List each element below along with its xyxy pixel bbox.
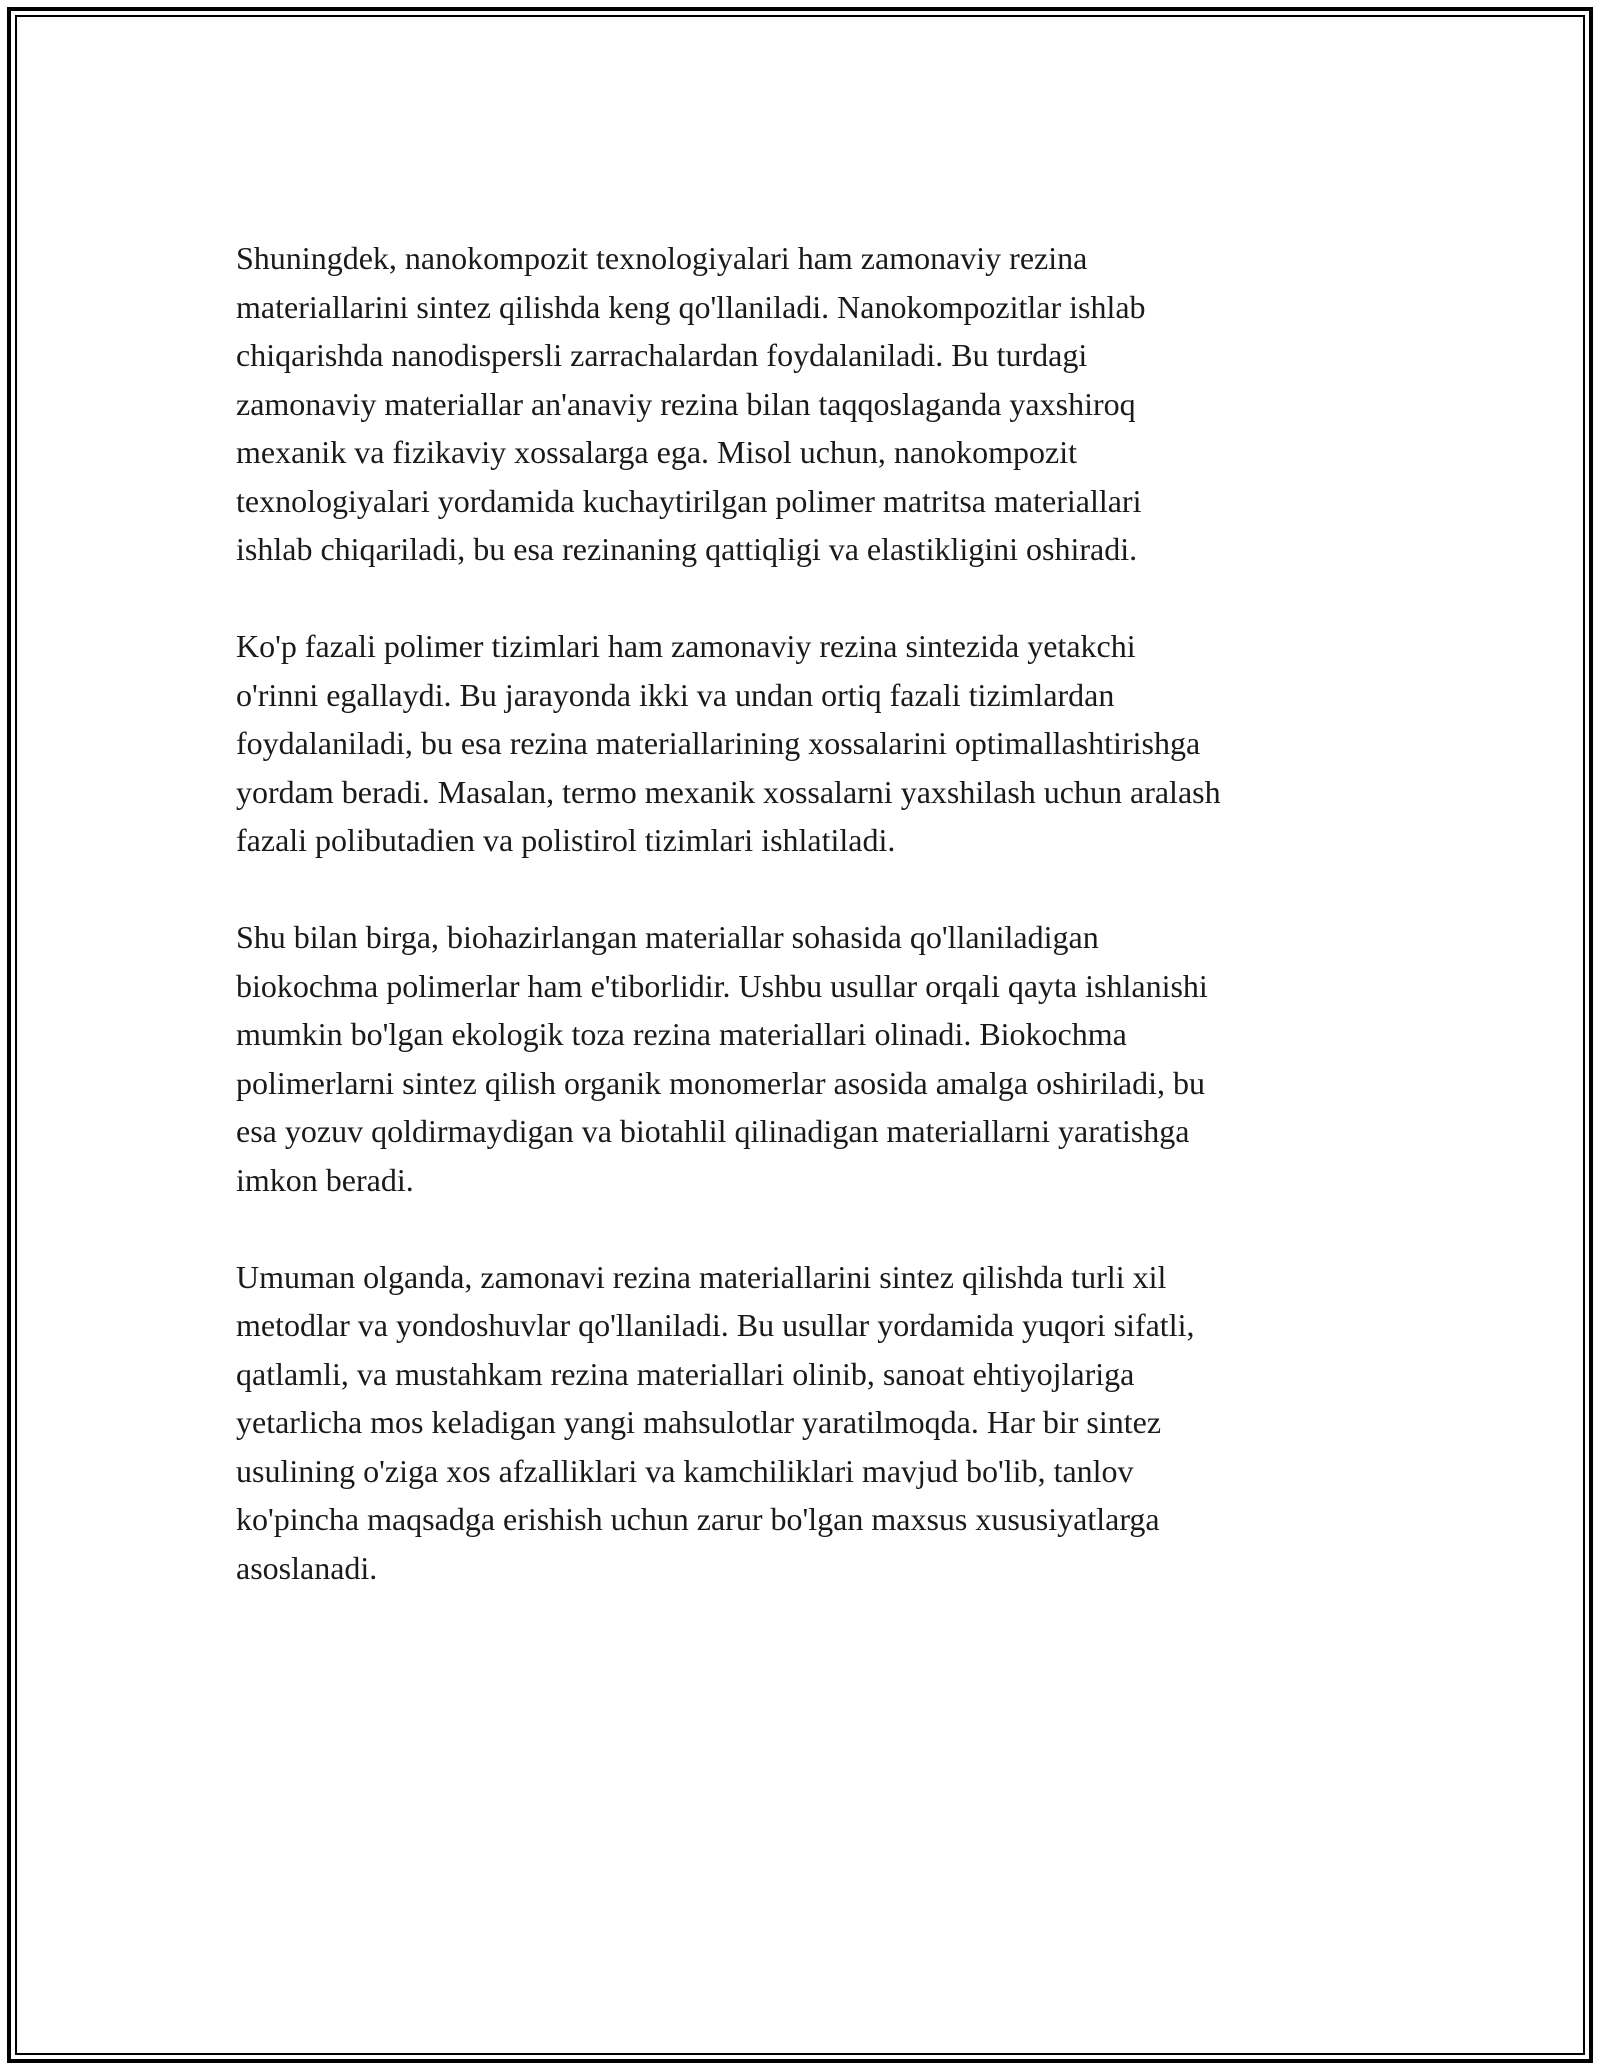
text-line: usulining o'ziga xos afzalliklari va kamchiliklari mavjud bo'lib, tanlov xyxy=(236,1452,1134,1489)
text-line: metodlar va yondoshuvlar qo'llaniladi. Bu usullar yordamida yuqori sifatli, xyxy=(236,1307,1195,1343)
text-line: mexanik va fizikaviy xossalarga ega. Misol uchun, nanokompozit xyxy=(236,434,1077,470)
paragraph-3 xyxy=(236,913,1376,1204)
text-line: biokochma polimerlar ham e'tiborlidir. Ushbu usullar orqali qayta ishlanishi xyxy=(236,967,1208,1004)
text-line: texnologiyalari yordamida kuchaytirilgan polimer matritsa materiallari xyxy=(236,482,1142,519)
text-line: imkon beradi. xyxy=(236,1161,414,1198)
text-line: esa yozuv qoldirmaydigan va biotahlil qilinadigan materiallarni yaratishga xyxy=(236,1113,1190,1149)
text-line: foydalaniladi, bu esa rezina materiallarining xossalarini optimallashtirishga xyxy=(236,725,1201,761)
text-line: mumkin bo'lgan ekologik toza rezina materiallari olinadi. Biokochma xyxy=(236,1016,1127,1052)
text-line: yetarlicha mos keladigan yangi mahsulotlar yaratilmoqda. Har bir sintez xyxy=(236,1404,1162,1440)
paragraph-2 xyxy=(236,622,1376,865)
text-line: asoslanadi. xyxy=(236,1549,378,1586)
text-line: polimerlarni sintez qilish organik monomerlar asosida amalga oshiriladi, bu xyxy=(236,1064,1205,1101)
text-line: qatlamli, va mustahkam rezina materiallari olinib, sanoat ehtiyojlariga xyxy=(236,1355,1135,1392)
text-line: ishlab chiqariladi, bu esa rezinaning qattiqligi va elastikligini oshiradi. xyxy=(236,531,1138,567)
text-line: Shu bilan birga, biohazirlangan materiallar sohasida qo'llaniladigan xyxy=(236,919,1099,955)
text-line: ko'pincha maqsadga erishish uchun zarur bo'lgan maxsus xususiyatlarga xyxy=(236,1501,1160,1537)
text-line: materiallarini sintez qilishda keng qo'llaniladi. Nanokompozitlar ishlab xyxy=(236,288,1146,325)
text-line: fazali polibutadien va polistirol tizimlari ishlatiladi. xyxy=(236,822,896,858)
text-line: o'rinni egallaydi. Bu jarayonda ikki va undan ortiq fazali tizimlardan xyxy=(236,676,1115,713)
text-line: Ko'p fazali polimer tizimlari ham zamonaviy rezina sintezida yetakchi xyxy=(236,628,1136,664)
text-line: chiqarishda nanodispersli zarrachalardan foydalaniladi. Bu turdagi xyxy=(236,337,1088,373)
text-line: zamonaviy materiallar an'anaviy rezina bilan taqqoslaganda yaxshiroq xyxy=(236,385,1136,422)
document-body xyxy=(236,234,1376,1592)
text-line: Umuman olganda, zamonavi rezina materiallarini sintez qilishda turli xil xyxy=(236,1258,1167,1295)
text-line: yordam beradi. Masalan, termo mexanik xossalarni yaxshilash uchun aralash xyxy=(236,773,1221,810)
text-line: Shuningdek, nanokompozit texnologiyalari ham zamonaviy rezina xyxy=(236,240,1088,276)
paragraph-1 xyxy=(236,234,1376,574)
paragraph-4 xyxy=(236,1253,1376,1593)
